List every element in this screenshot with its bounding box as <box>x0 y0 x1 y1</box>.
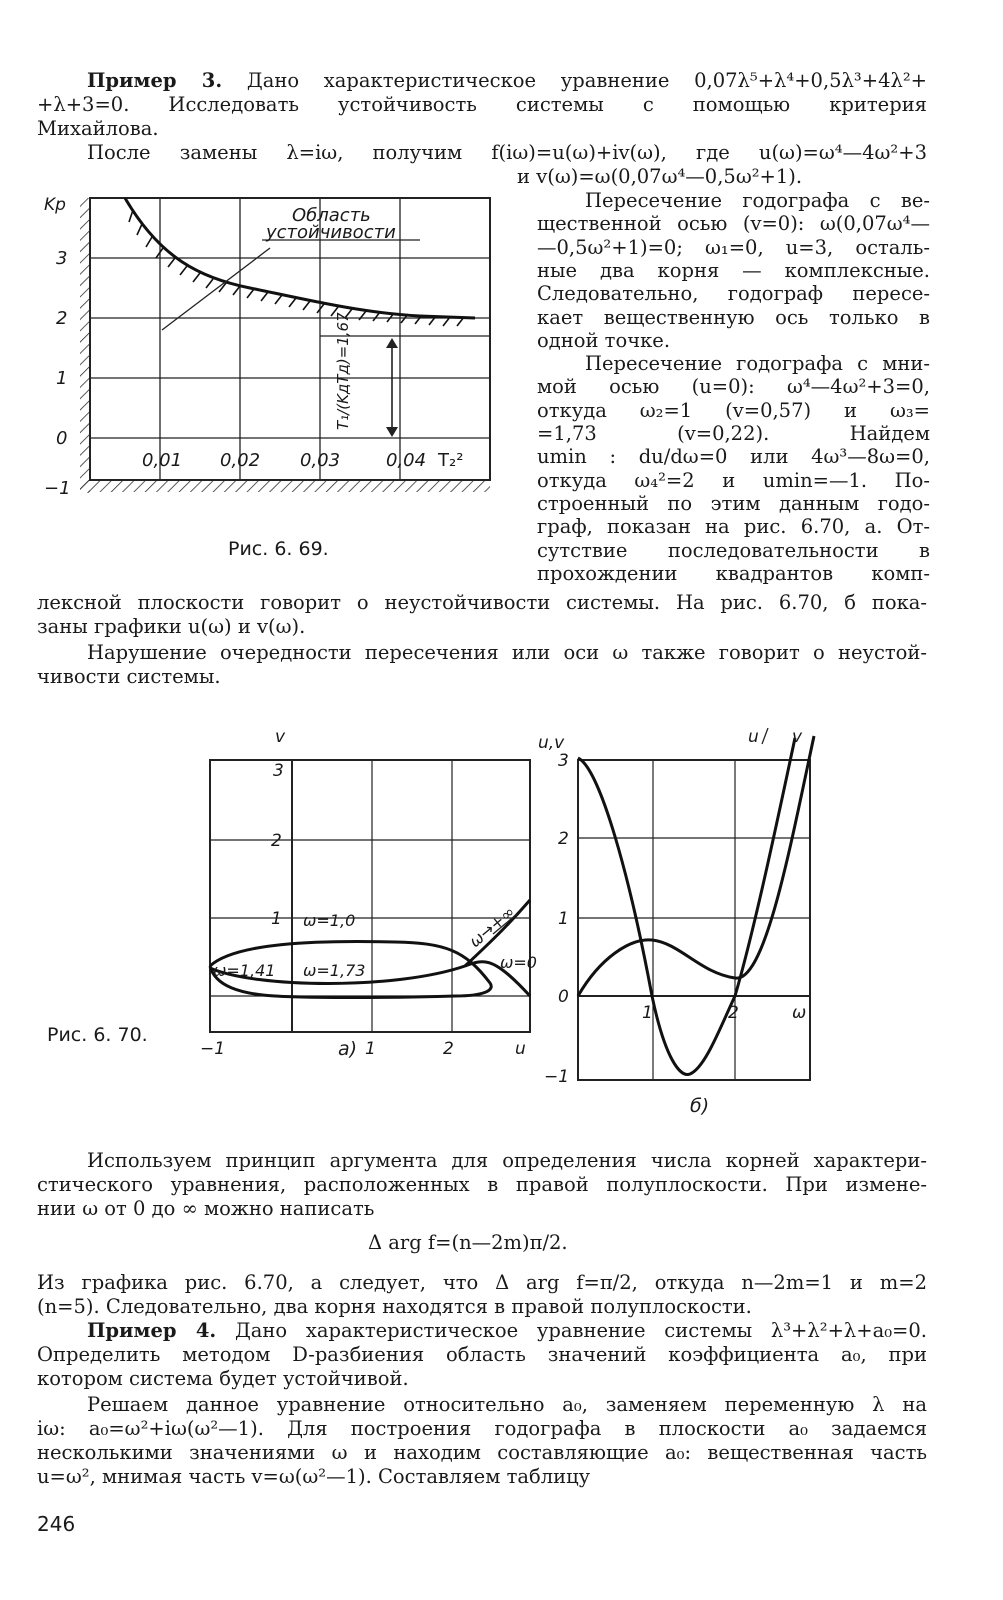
page-number: 246 <box>37 1512 76 1536</box>
svg-text:2: 2 <box>728 1003 739 1023</box>
svg-text:−1: −1 <box>200 1039 226 1059</box>
ex3-full3: Нарушение очередности пересечения или оси ω также говорит о неустой- <box>87 641 927 664</box>
svg-text:0,04: 0,04 <box>386 450 427 471</box>
fig70b-u-curve <box>578 738 795 1074</box>
svg-text:2: 2 <box>443 1039 454 1059</box>
svg-text:3: 3 <box>56 248 68 269</box>
fig70a-grid <box>210 760 530 1032</box>
svg-text:0,02: 0,02 <box>220 450 261 471</box>
svg-text:1: 1 <box>558 909 569 929</box>
figure-6-70b <box>530 728 840 1098</box>
fig69-x-ticks <box>142 450 463 471</box>
svg-text:T₂²: T₂² <box>438 450 464 471</box>
ex3-right-line: —0,5ω²+1)=0; ω₁=0, u=3, осталь- <box>537 235 930 259</box>
ex3-line4: После замены λ=iω, получим f(iω)=u(ω)+iv(ω), где u(ω)=ω⁴—4ω²+3 <box>87 141 927 164</box>
ex3-right-line: откуда ω₄²=2 и umin=—1. По- <box>537 468 930 492</box>
svg-text:1: 1 <box>642 1003 653 1023</box>
fig70a-frame <box>210 760 530 1032</box>
fig70a-y-axis-label: v <box>275 728 286 747</box>
fig70b-y-ticks <box>544 751 569 1087</box>
svg-text:−1: −1 <box>544 1067 570 1087</box>
fig70a-label: а) <box>338 1038 358 1060</box>
ex4-line2: Определить методом D-разбиения область значений коэффициента a₀, при <box>37 1343 927 1366</box>
svg-text:ω=0: ω=0 <box>500 953 537 972</box>
svg-text:ω=1,0: ω=1,0 <box>303 911 356 930</box>
ex3-full4: чивости системы. <box>37 665 221 688</box>
ex3-full1: лексной плоскости говорит о неустойчивости системы. На рис. 6.70, б пока- <box>37 591 927 614</box>
ex3-right-line: мой осью (u=0): ω⁴—4ω²+3=0, <box>537 375 930 399</box>
svg-text:−1: −1 <box>44 478 71 499</box>
p3-line2: iω: a₀=ω²+iω(ω²—1). Для построения годографа в плоскости a₀ задаемся <box>37 1417 927 1440</box>
p1-line1: Используем принцип аргумента для определения числа корней характери- <box>87 1149 927 1172</box>
svg-text:2: 2 <box>56 308 68 329</box>
ex3-right-line: ные два корня — комплексные. <box>537 258 930 282</box>
svg-text:ω=1,73: ω=1,73 <box>303 961 366 980</box>
fig70b-v-curve <box>578 736 814 996</box>
ex4-line1-text: Дано характеристическое уравнение системы λ³+λ²+λ+a₀=0. <box>234 1319 927 1342</box>
fig69-region-label-2: устойчивости <box>266 222 396 243</box>
ex4-heading: Пример 4. <box>87 1319 217 1342</box>
figure-6-69 <box>30 188 510 518</box>
svg-text:ω=1,41: ω=1,41 <box>213 961 276 980</box>
p1-line2: стического уравнения, расположенных в правой полуплоскости. При измене- <box>37 1173 927 1196</box>
svg-text:2: 2 <box>271 831 282 851</box>
ex3-right-line: =1,73 (v=0,22). Найдем <box>537 422 930 445</box>
svg-text:3: 3 <box>558 751 569 771</box>
ex3-line1-text: Дано характеристическое уравнение 0,07λ⁵+λ⁴+0,5λ³+4λ²+ <box>246 69 928 92</box>
p3-line4: u=ω², мнимая часть v=ω(ω²—1). Составляем таблицу <box>37 1465 591 1488</box>
fig69-bottom-hatch <box>80 480 490 492</box>
fig70b-grid <box>578 760 810 1080</box>
svg-text:0: 0 <box>558 987 569 1007</box>
svg-text:3: 3 <box>273 761 284 781</box>
svg-text:1: 1 <box>271 909 282 929</box>
p3-line3: несколькими значениями ω и находим составляющие a₀: вещественная часть <box>37 1441 927 1464</box>
ex3-full2: заны графики u(ω) и v(ω). <box>37 615 306 638</box>
ex3-right-line: прохождении квадрантов комп- <box>537 561 930 585</box>
ex3-right-line: одной точке. <box>537 328 671 352</box>
ex3-heading: Пример 3. <box>87 69 223 92</box>
ex3-right-line: Следовательно, годограф пересе- <box>537 282 930 306</box>
fig70b-label-divider <box>762 728 768 744</box>
svg-text:u: u <box>515 1039 526 1059</box>
svg-text:0,03: 0,03 <box>300 450 341 471</box>
ex3-right-line: откуда ω₂=1 (v=0,57) и ω₃= <box>537 398 930 422</box>
ex3-right-line: строенный по этим данным годо- <box>537 491 930 515</box>
ex3-line1 <box>87 70 927 92</box>
p2-line1: Из графика рис. 6.70, а следует, что Δ arg f=π/2, откуда n—2m=1 и m=2 <box>37 1271 927 1294</box>
ex3-line2: +λ+3=0. Исследовать устойчивость системы с помощью критерия <box>37 93 927 116</box>
p3-line1: Решаем данное уравнение относительно a₀, заменяем переменную λ на <box>87 1393 927 1416</box>
fig69-caption: Рис. 6. 69. <box>228 538 329 560</box>
ex3-right-line: щественной осью (v=0): ω(0,07ω⁴— <box>537 212 930 236</box>
svg-text:1: 1 <box>365 1039 376 1059</box>
p1-line3: нии ω от 0 до ∞ можно написать <box>37 1197 375 1220</box>
svg-text:ω→+∞: ω→+∞ <box>465 902 519 952</box>
ex3-right-line: кает вещественную ось только в <box>537 305 930 329</box>
fig70a-y-ticks <box>271 761 284 929</box>
ex3-line3: Михайлова. <box>37 117 159 140</box>
fig70b-frame <box>578 760 810 1080</box>
ex3-line5: и v(ω)=ω(0,07ω⁴—0,5ω²+1). <box>517 165 803 188</box>
fig69-region-label-1: Область <box>292 205 371 226</box>
fig69-left-hatch <box>80 198 90 493</box>
figure-6-70a <box>195 728 555 1068</box>
svg-text:0,01: 0,01 <box>142 450 183 471</box>
ex4-line3: котором система будет устойчивой. <box>37 1367 409 1390</box>
fig69-y-ticks <box>44 248 71 499</box>
svg-text:u: u <box>748 728 759 747</box>
svg-text:2: 2 <box>558 829 569 849</box>
fig69-annotation: T₁/(KдTд)=1,67 <box>334 312 352 430</box>
fig70a-x-ticks <box>200 1039 526 1059</box>
fig70b-y-axis-label: u,v <box>538 733 565 753</box>
fig70b-curve-labels <box>748 728 803 747</box>
svg-text:1: 1 <box>56 368 68 389</box>
ex3-right-line: граф, показан на рис. 6.70, а. От- <box>537 515 930 539</box>
formula: Δ arg f=(n—2m)π/2. <box>368 1231 568 1254</box>
svg-text:ω: ω <box>792 1003 807 1023</box>
ex4-line1 <box>87 1320 927 1342</box>
svg-text:0: 0 <box>56 428 68 449</box>
ex3-right-line: сутствие последовательности в <box>537 538 930 562</box>
fig70-caption: Рис. 6. 70. <box>47 1024 148 1046</box>
ex3-right-line: umin : du/dω=0 или 4ω³—8ω=0, <box>537 445 930 469</box>
fig69-y-axis-label: Kp <box>44 195 66 215</box>
ex3-right-line: Пересечение годографа с мни- <box>585 352 930 376</box>
fig70b-label: б) <box>690 1095 710 1117</box>
svg-text:v: v <box>792 728 803 747</box>
p2-line2: (n=5). Следовательно, два корня находятся в правой полуплоскости. <box>37 1295 752 1318</box>
ex3-right-line: Пересечение годографа с ве- <box>585 189 930 212</box>
